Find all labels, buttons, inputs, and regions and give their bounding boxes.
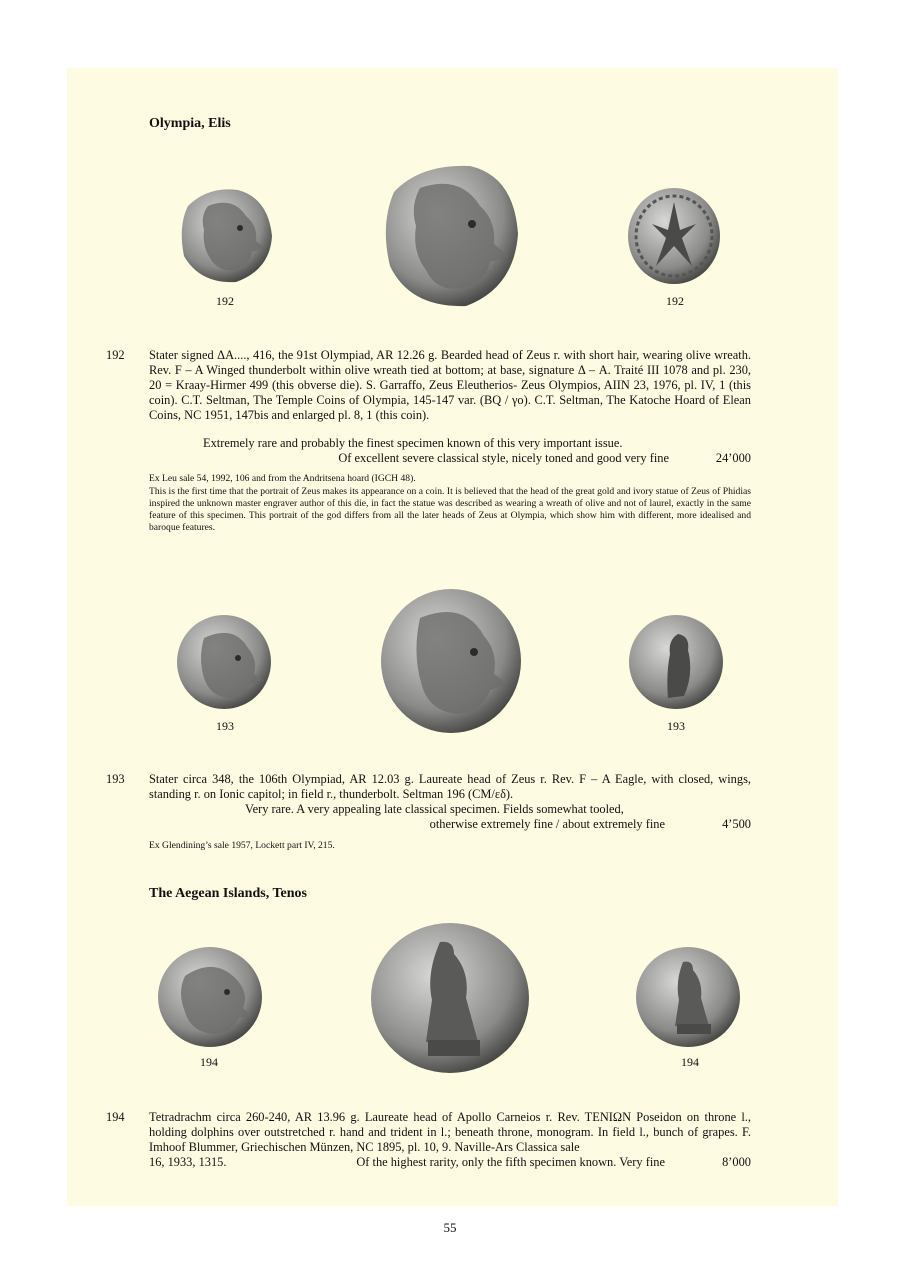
lot-description: Stater signed ΔA...., 416, the 91st Olympiad, AR 12.26 g. Bearded head of Zeus r. with short hair, wearing olive wreath. Rev. F – A Winged thunderbolt within olive wreath tied at bottom; at base, signature Δ – A. Traité III 1078 and pl. 230, 20 = Kraay-Hirmer 499 (this obverse die). S. Garraffo, Zeus Eleutherios- Zeus Olympios, AIIN 23, 1976, pl. IV, 1 (this coin). C.T. Seltman, The Temple Coins of Olympia, 145-147 var. (BQ / γo). C.T. Seltman, The Katoche Hoard of Elean Coins, NC 1951, 147bis and enlarged pl. 8, 1 (this coin).	[149, 348, 751, 422]
coin-192-obverse-enlarged	[380, 162, 520, 310]
lot-remark-grade: otherwise extremely fine / about extremely fine	[429, 817, 665, 831]
coin-192-reverse	[626, 186, 722, 286]
section-heading-tenos: The Aegean Islands, Tenos	[149, 886, 307, 901]
coin-caption: 193	[216, 719, 234, 733]
coin-caption: 193	[667, 719, 685, 733]
section-heading-olympia: Olympia, Elis	[149, 116, 231, 131]
coin-193-reverse	[628, 614, 724, 710]
coin-194-obverse	[157, 946, 263, 1048]
coin-caption: 194	[681, 1055, 699, 1069]
lot-description: Tetradrachm circa 260-240, AR 13.96 g. Laureate head of Apollo Carneios r. Rev. TENIΩN Poseidon on throne l., holding dolphins over outstretched r. hand and trident in l.; beneath throne, monogram. In field l., bunch of grapes. F. Imhoof Blummer, Griechischen Münzen, NC 1895, pl. 10, 9. Naville-Ars Classica sale	[149, 1110, 751, 1154]
coin-caption: 194	[200, 1055, 218, 1069]
lot-remark: Of the highest rarity, only the fifth specimen known. Very fine	[356, 1155, 665, 1169]
page-number: 55	[443, 1220, 457, 1235]
lot-remark-grade: Of excellent severe classical style, nicely toned and good very fine	[338, 451, 669, 465]
lot-price: 4’500	[722, 817, 751, 831]
lot-price: 8’000	[722, 1155, 751, 1169]
lot-description: Stater circa 348, the 106th Olympiad, AR 12.03 g. Laureate head of Zeus r. Rev. F – A Eagle, with closed, wings, standing r. on Ionic capitol; in field r., thunderbolt. Seltman 196 (CM/εδ).	[149, 772, 751, 801]
coin-194-reverse	[635, 946, 741, 1048]
coin-caption: 192	[216, 294, 234, 308]
lot-price: 24’000	[715, 451, 751, 465]
coin-192-obverse	[178, 186, 274, 284]
lot-remark: Very rare. A very appealing late classical specimen. Fields somewhat tooled,	[245, 802, 624, 816]
coin-caption: 192	[666, 294, 684, 308]
lot-number: 192	[106, 348, 125, 362]
lot-provenance: Ex Glendining’s sale 1957, Lockett part IV, 215.	[149, 840, 335, 851]
lot-description-end: 16, 1933, 1315.	[149, 1155, 227, 1169]
lot-commentary: This is the first time that the portrait of Zeus makes its appearance on a coin. It is believed that the head of the great gold and ivory statue of Zeus of Phidias inspired the unknown master engraver author of this die, in fact the statue was described as wearing a wreath of olive and not of laurel, exactly in the same feature of this specimen. This portrait of the god differs from all the later heads of Zeus at Olympia, which show him with different, more idealised and baroque features.	[149, 486, 751, 533]
coin-194-reverse-enlarged	[370, 922, 530, 1074]
lot-remark: Extremely rare and probably the finest specimen known of this very important issue.	[203, 436, 623, 450]
lot-number: 193	[106, 772, 125, 786]
lot-provenance: Ex Leu sale 54, 1992, 106 and from the Andritsena hoard (IGCH 48).	[149, 473, 416, 484]
lot-number: 194	[106, 1110, 125, 1124]
coin-193-obverse-enlarged	[380, 588, 522, 734]
coin-193-obverse	[176, 614, 272, 710]
